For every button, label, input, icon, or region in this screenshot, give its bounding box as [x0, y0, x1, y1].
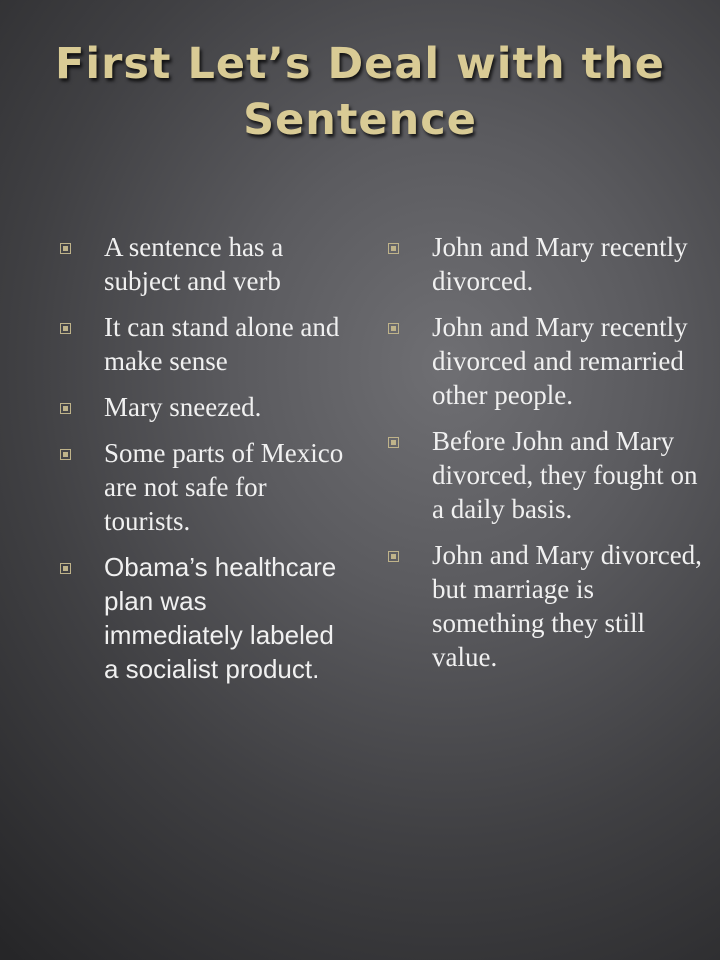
slide-title-line-1: First Let’s Deal with the	[55, 39, 665, 89]
square-bullet-icon	[60, 449, 71, 460]
list-item	[60, 230, 345, 298]
square-bullet-icon	[60, 563, 71, 574]
list-item	[388, 230, 703, 298]
square-bullet-icon	[388, 437, 399, 448]
slide-title-line-2: Sentence	[243, 95, 477, 145]
list-item-text: John and Mary recently divorced.	[432, 232, 688, 296]
list-item	[60, 310, 345, 378]
list-item	[60, 390, 345, 424]
square-bullet-icon	[388, 551, 399, 562]
square-bullet-icon	[60, 403, 71, 414]
list-item-text: Before John and Mary divorced, they fought on a daily basis.	[432, 426, 698, 524]
list-item-text: A sentence has a subject and verb	[104, 232, 284, 296]
square-bullet-icon	[60, 243, 71, 254]
list-item-text: John and Mary recently divorced and remarried other people.	[432, 312, 688, 410]
list-item	[60, 550, 345, 686]
square-bullet-icon	[60, 323, 71, 334]
list-item	[388, 424, 703, 526]
list-item-text: John and Mary divorced, but marriage is something they still value.	[432, 540, 702, 672]
list-item-text: Some parts of Mexico are not safe for tourists.	[104, 438, 344, 536]
list-item	[388, 538, 703, 674]
square-bullet-icon	[388, 243, 399, 254]
slide-title	[0, 36, 720, 148]
list-item-text: Mary sneezed.	[104, 392, 262, 422]
list-item	[60, 436, 345, 538]
right-bullet-list	[388, 230, 703, 686]
left-bullet-list	[60, 230, 345, 698]
square-bullet-icon	[388, 323, 399, 334]
list-item-text: It can stand alone and make sense	[104, 312, 340, 376]
list-item	[388, 310, 703, 412]
list-item-text: Obama’s healthcare plan was immediately labeled a socialist product.	[104, 552, 337, 684]
